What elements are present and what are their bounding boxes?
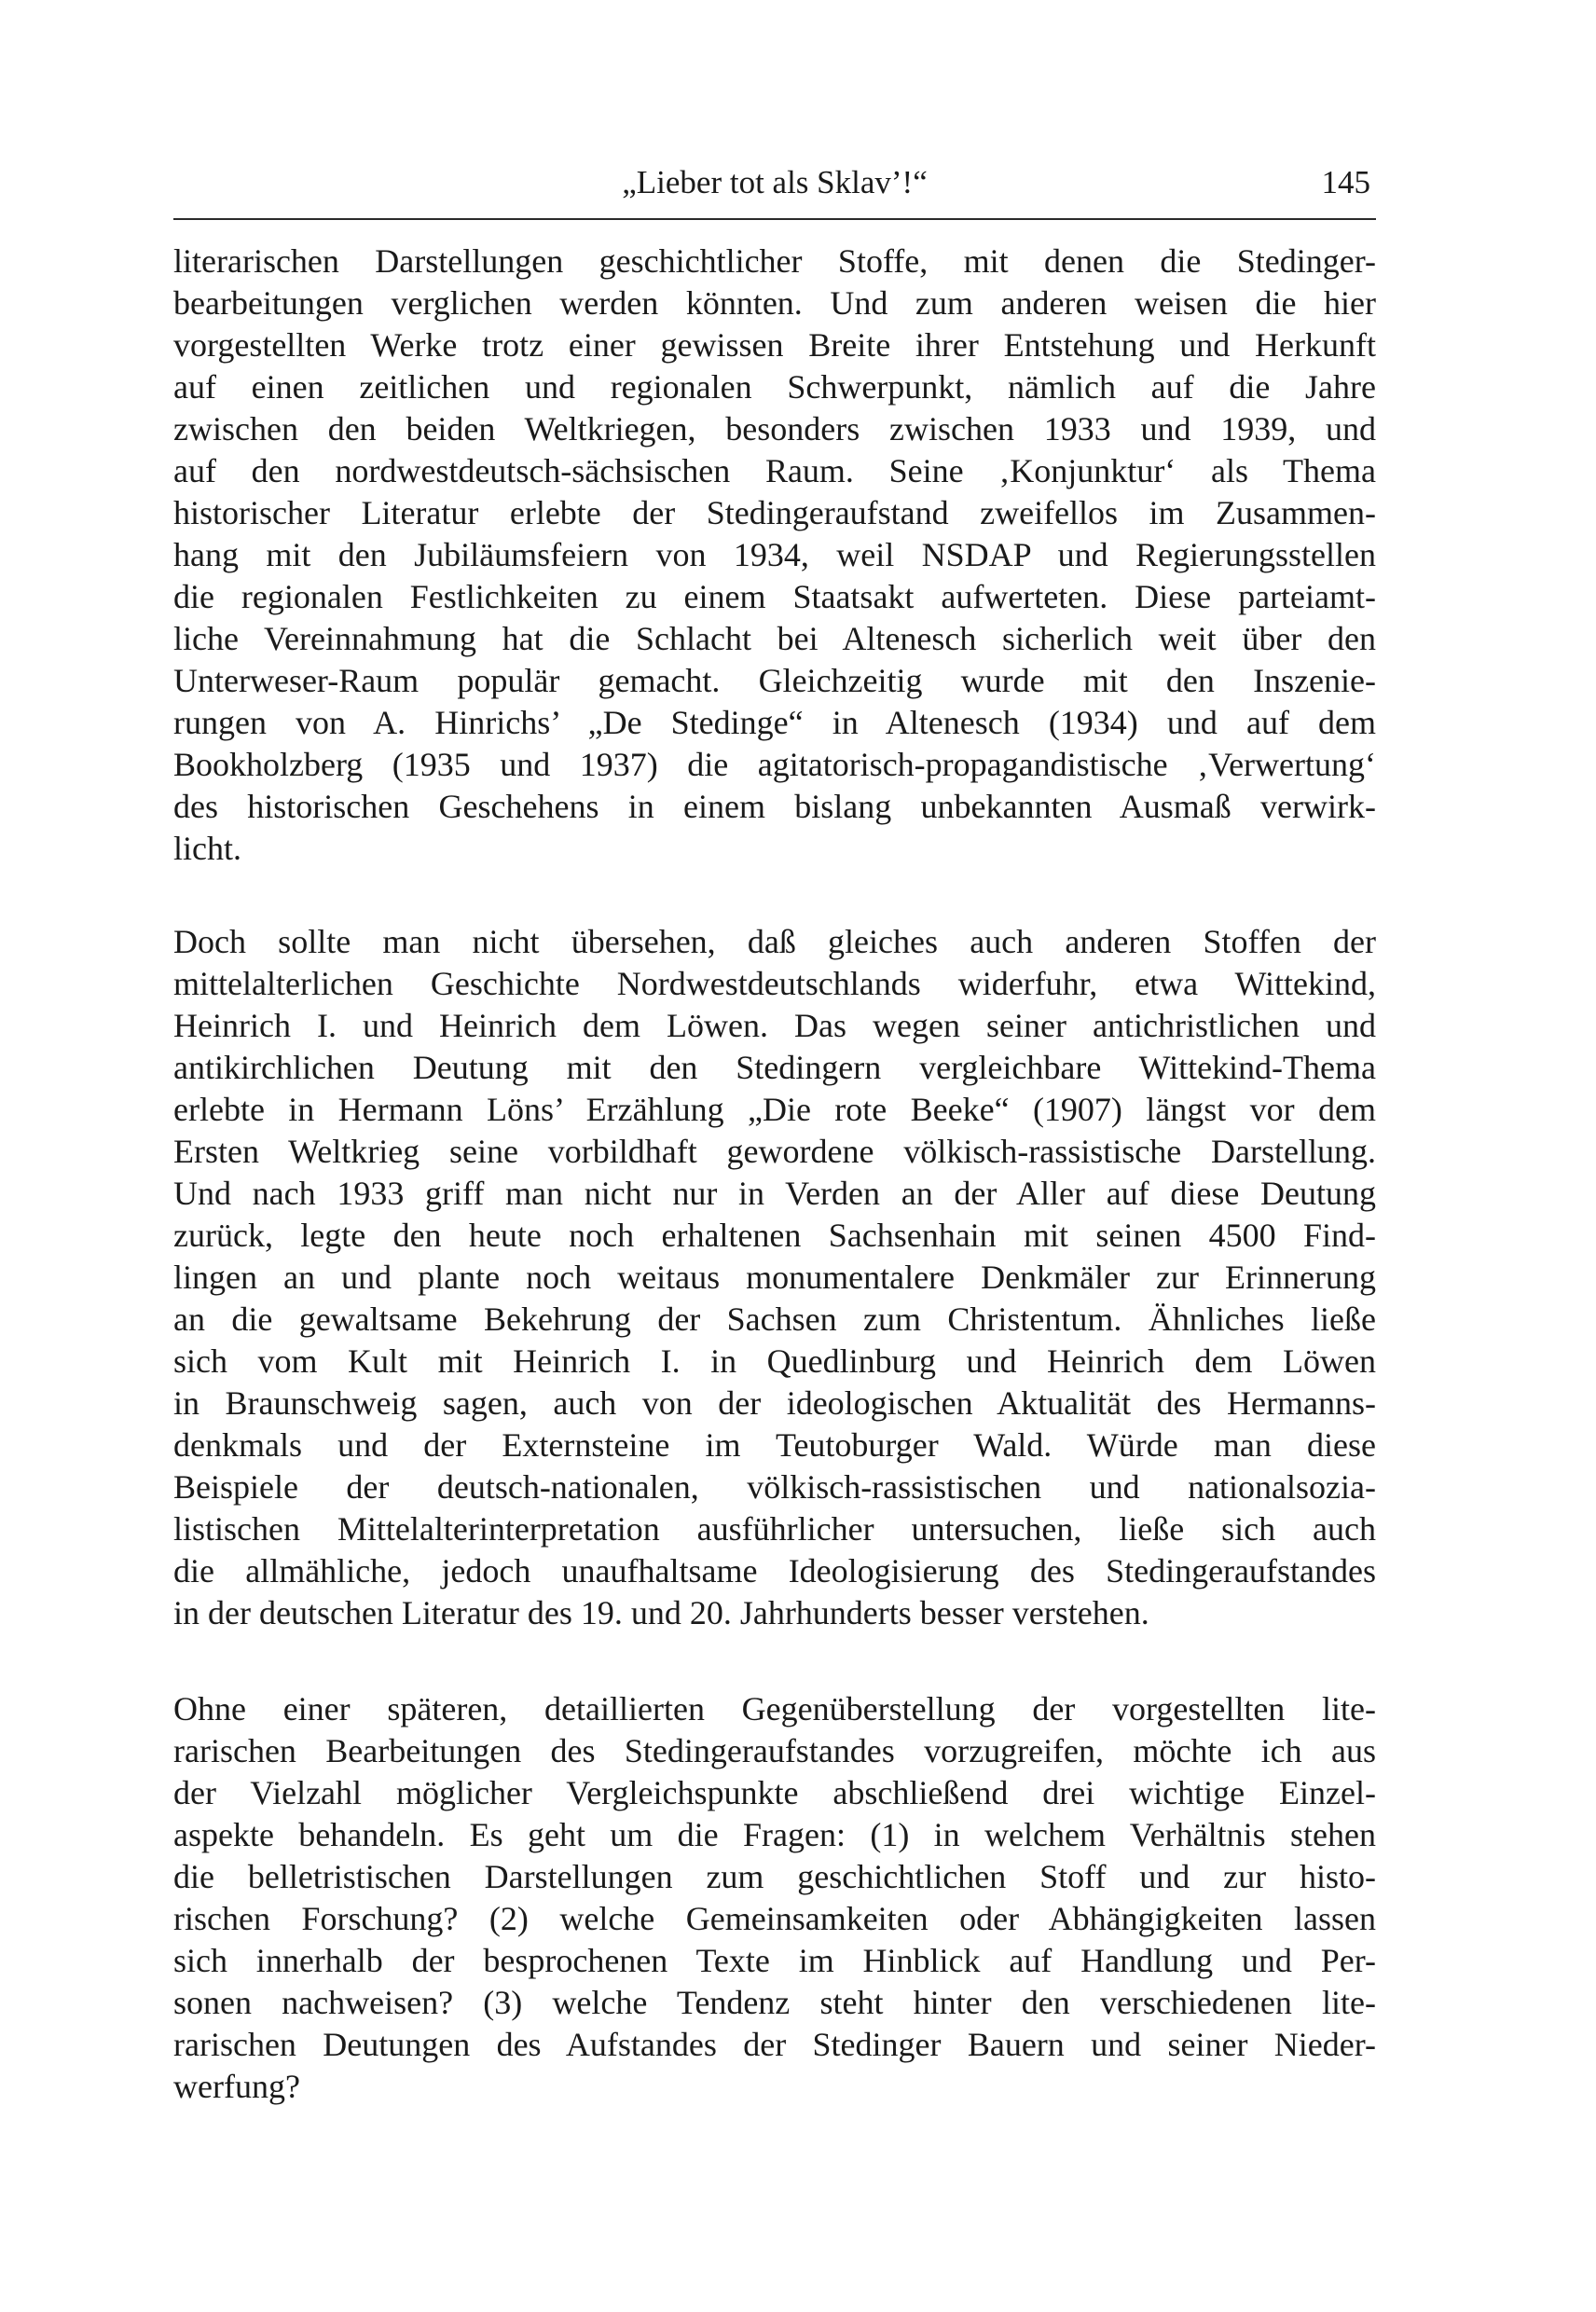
text-line: Ohne einer späteren, detaillierten Gegenüberstellung der vorgestellten lite- <box>173 1690 1376 1727</box>
running-title: „Lieber tot als Sklav’!“ <box>622 164 928 200</box>
text-line: antikirchlichen Deutung mit den Stedingern vergleichbare Wittekind-Thema <box>173 1049 1376 1086</box>
text-line: rischen Forschung? (2) welche Gemeinsamkeiten oder Abhängigkeiten lassen <box>173 1900 1376 1937</box>
text-line: die belletristischen Darstellungen zum geschichtlichen Stoff und zur histo- <box>173 1858 1376 1895</box>
text-line: sonen nachweisen? (3) welche Tendenz steht hinter den verschiedenen lite- <box>173 1984 1376 2021</box>
text-line: zwischen den beiden Weltkriegen, besonders zwischen 1933 und 1939, und <box>173 410 1376 447</box>
paragraph-1 <box>173 241 1376 870</box>
text-line: lingen an und plante noch weitaus monumentalere Denkmäler zur Erinnerung <box>173 1259 1376 1296</box>
text-line: Unterweser-Raum populär gemacht. Gleichzeitig wurde mit den Inszenie- <box>173 662 1376 699</box>
running-head <box>173 158 1376 207</box>
text-line: die allmähliche, jedoch unaufhaltsame Ideologisierung des Stedingeraufstandes <box>173 1552 1376 1590</box>
text-line: licht. <box>173 830 241 867</box>
text-line: Heinrich I. und Heinrich dem Löwen. Das wegen seiner antichristlichen und <box>173 1007 1376 1044</box>
text-line: in Braunschweig sagen, auch von der ideologischen Aktualität des Hermanns- <box>173 1384 1376 1422</box>
text-line: zurück, legte den heute noch erhaltenen Sachsenhain mit seinen 4500 Find- <box>173 1217 1376 1254</box>
paragraph-gap <box>173 870 1376 921</box>
text-line: rarischen Bearbeitungen des Stedingeraufstandes vorzugreifen, möchte ich aus <box>173 1732 1376 1769</box>
text-line: auf einen zeitlichen und regionalen Schwerpunkt, nämlich auf die Jahre <box>173 368 1376 406</box>
text-line: rungen von A. Hinrichs’ „De Stedinge“ in Altenesch (1934) und auf dem <box>173 704 1376 741</box>
text-line: literarischen Darstellungen geschichtlicher Stoffe, mit denen die Stedinger- <box>173 242 1376 280</box>
text-line: hang mit den Jubiläumsfeiern von 1934, weil NSDAP und Regierungsstellen <box>173 536 1376 573</box>
text-line: mittelalterlichen Geschichte Nordwestdeutschlands widerfuhr, etwa Wittekind, <box>173 965 1376 1002</box>
text-line: Ersten Weltkrieg seine vorbildhaft gewordene völkisch-rassistische Darstellung. <box>173 1133 1376 1170</box>
text-line: Beispiele der deutsch-nationalen, völkisch-rassistischen und nationalsozia- <box>173 1468 1376 1506</box>
text-line: in der deutschen Literatur des 19. und 20. Jahrhunderts besser verstehen. <box>173 1594 1149 1631</box>
text-line: der Vielzahl möglicher Vergleichspunkte abschließend drei wichtige Einzel- <box>173 1774 1376 1811</box>
text-line: liche Vereinnahmung hat die Schlacht bei Altenesch sicherlich weit über den <box>173 620 1376 657</box>
paragraph-gap <box>173 1634 1376 1688</box>
text-line: historischer Literatur erlebte der Stedingeraufstand zweifellos im Zusammen- <box>173 494 1376 531</box>
paragraph-3 <box>173 1688 1376 2108</box>
text-line: Und nach 1933 griff man nicht nur in Verden an der Aller auf diese Deutung <box>173 1175 1376 1212</box>
text-line: Doch sollte man nicht übersehen, daß gleiches auch anderen Stoffen der <box>173 923 1376 960</box>
text-line: sich innerhalb der besprochenen Texte im Hinblick auf Handlung und Per- <box>173 1942 1376 1979</box>
text-line: rarischen Deutungen des Aufstandes der Stedinger Bauern und seiner Nieder- <box>173 2026 1376 2063</box>
text-line: listischen Mittelalterinterpretation ausführlicher untersuchen, ließe sich auch <box>173 1510 1376 1548</box>
paragraph-2 <box>173 921 1376 1634</box>
text-line: werfung? <box>173 2068 300 2105</box>
text-line: an die gewaltsame Bekehrung der Sachsen zum Christentum. Ähnliches ließe <box>173 1300 1376 1338</box>
text-line: bearbeitungen verglichen werden könnten. Und zum anderen weisen die hier <box>173 284 1376 322</box>
text-line: vorgestellten Werke trotz einer gewissen Breite ihrer Entstehung und Herkunft <box>173 326 1376 364</box>
text-line: aspekte behandeln. Es geht um die Fragen: (1) in welchem Verhältnis stehen <box>173 1816 1376 1853</box>
text-line: sich vom Kult mit Heinrich I. in Quedlinburg und Heinrich dem Löwen <box>173 1342 1376 1380</box>
text-line: erlebte in Hermann Löns’ Erzählung „Die rote Beeke“ (1907) längst vor dem <box>173 1091 1376 1128</box>
body-text <box>173 241 1376 2108</box>
text-line: denkmals und der Externsteine im Teutoburger Wald. Würde man diese <box>173 1426 1376 1464</box>
text-line: auf den nordwestdeutsch-sächsischen Raum. Seine ‚Konjunktur‘ als Thema <box>173 452 1376 489</box>
page-number: 145 <box>1321 164 1370 200</box>
text-line: Bookholzberg (1935 und 1937) die agitatorisch-propagandistische ‚Verwertung‘ <box>173 746 1376 783</box>
text-line: des historischen Geschehens in einem bislang unbekannten Ausmaß verwirk- <box>173 788 1376 825</box>
header-rule <box>173 218 1376 220</box>
text-line: die regionalen Festlichkeiten zu einem Staatsakt aufwerteten. Diese parteiamt- <box>173 578 1376 615</box>
